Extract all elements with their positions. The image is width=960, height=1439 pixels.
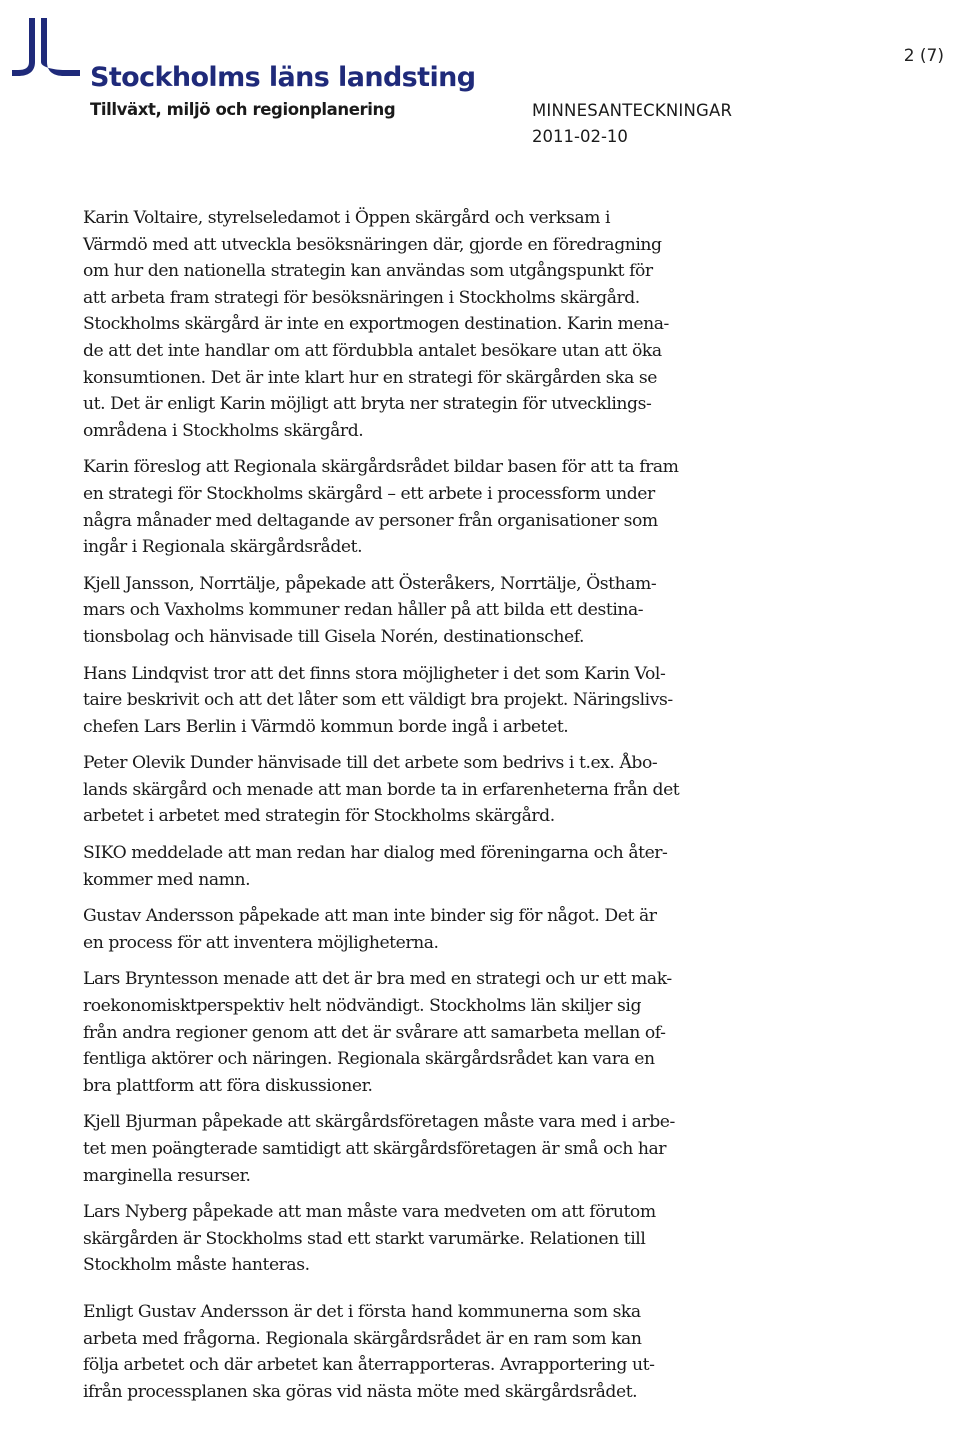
text-line: Stockholms skärgård är inte en exportmogen destination. Karin mena-: [83, 314, 669, 335]
text-line: marginella resurser.: [83, 1165, 251, 1186]
text-line: från andra regioner genom att det är svårare att samarbeta mellan of-: [83, 1022, 666, 1043]
text-line: Kjell Bjurman påpekade att skärgårdsföretagen måste vara med i arbe-: [83, 1112, 675, 1133]
text-line: kommer med namn.: [83, 869, 251, 890]
paragraph: [83, 571, 763, 651]
text-line: arbeta med frågorna. Regionala skärgårdsrådet är en ram som kan: [83, 1328, 642, 1349]
text-line: följa arbetet och där arbetet kan återrapporteras. Avrapportering ut-: [83, 1355, 655, 1376]
text-line: några månader med deltagande av personer från organisationer som: [83, 510, 658, 531]
text-line: SIKO meddelade att man redan har dialog med föreningarna och åter-: [83, 843, 668, 864]
paragraph: [83, 903, 763, 956]
paragraph: [83, 1109, 763, 1189]
text-line: mars och Vaxholms kommuner redan håller på att bilda ett destina-: [83, 600, 644, 621]
text-line: Enligt Gustav Andersson är det i första hand kommunerna som ska: [83, 1301, 641, 1322]
text-line: Värmdö med att utveckla besöksnäringen där, gjorde en föredragning: [83, 234, 662, 255]
document-type: MINNESANTECKNINGAR: [532, 101, 733, 120]
text-line: Hans Lindqvist tror att det finns stora möjligheter i det som Karin Vol-: [83, 663, 666, 684]
text-line: om hur den nationella strategin kan användas som utgångspunkt för: [83, 261, 653, 282]
text-line: arbetet i arbetet med strategin för Stockholms skärgård.: [83, 806, 555, 827]
department-name: Tillväxt, miljö och regionplanering: [90, 100, 396, 119]
paragraph: [83, 661, 763, 741]
page-number: 2 (7): [903, 46, 944, 66]
text-line: en strategi för Stockholms skärgård – ett arbete i processform under: [83, 483, 655, 504]
text-line: Lars Bryntesson menade att det är bra med en strategi och ur ett mak-: [83, 969, 672, 990]
text-line: ut. Det är enligt Karin möjligt att bryta ner strategin för utvecklings-: [83, 394, 652, 415]
text-line: konsumtionen. Det är inte klart hur en strategi för skärgården ska se: [83, 367, 658, 388]
paragraph: [83, 1199, 763, 1279]
text-line: chefen Lars Berlin i Värmdö kommun borde ingå i arbetet.: [83, 716, 569, 737]
paragraph: [83, 205, 763, 444]
text-line: Stockholm måste hanteras.: [83, 1255, 310, 1276]
document-body: [83, 205, 763, 1415]
text-line: ingår i Regionala skärgårdsrådet.: [83, 537, 363, 558]
text-line: bra plattform att föra diskussioner.: [83, 1075, 373, 1096]
text-line: lands skärgård och menade att man borde ta in erfarenheterna från det: [83, 779, 680, 800]
text-line: taire beskrivit och att det låter som ett väldigt bra projekt. Näringslivs-: [83, 690, 673, 711]
text-line: ifrån processplanen ska göras vid nästa möte med skärgårdsrådet.: [83, 1381, 638, 1402]
text-line: Peter Olevik Dunder hänvisade till det arbete som bedrivs i t.ex. Åbo-: [83, 753, 658, 774]
text-line: de att det inte handlar om att fördubbla antalet besökare utan att öka: [83, 340, 662, 361]
paragraph: [83, 454, 763, 560]
text-line: fentliga aktörer och näringen. Regionala skärgårdsrådet kan vara en: [83, 1049, 655, 1070]
paragraph: [83, 1299, 763, 1405]
text-line: Gustav Andersson påpekade att man inte binder sig för något. Det är: [83, 906, 657, 927]
paragraph: [83, 840, 763, 893]
text-line: tionsbolag och hänvisade till Gisela Norén, destinationschef.: [83, 626, 585, 647]
text-line: Karin Voltaire, styrelseledamot i Öppen skärgård och verksam i: [83, 208, 611, 228]
document-date: 2011-02-10: [532, 127, 628, 146]
text-line: skärgården är Stockholms stad ett starkt varumärke. Relationen till: [83, 1228, 646, 1249]
paragraph: [83, 750, 763, 830]
sll-logo: [8, 18, 476, 128]
text-line: roekonomisktperspektiv helt nödvändigt. Stockholms län skiljer sig: [83, 996, 641, 1017]
paragraph: [83, 966, 763, 1099]
text-line: en process för att inventera möjligheterna.: [83, 932, 439, 953]
text-line: Lars Nyberg påpekade att man måste vara medveten om att förutom: [83, 1202, 656, 1223]
text-line: Kjell Jansson, Norrtälje, påpekade att Österåkers, Norrtälje, Östham-: [83, 573, 657, 594]
text-line: Karin föreslog att Regionala skärgårdsrådet bildar basen för att ta fram: [83, 457, 679, 478]
text-line: att arbeta fram strategi för besöksnäringen i Stockholms skärgård.: [83, 287, 640, 308]
text-line: tet men poängterade samtidigt att skärgårdsföretagen är små och har: [83, 1139, 667, 1159]
org-name: Stockholms läns landsting: [90, 62, 476, 93]
sll-logo-mark-icon: [8, 18, 88, 78]
text-line: områdena i Stockholms skärgård.: [83, 420, 364, 441]
